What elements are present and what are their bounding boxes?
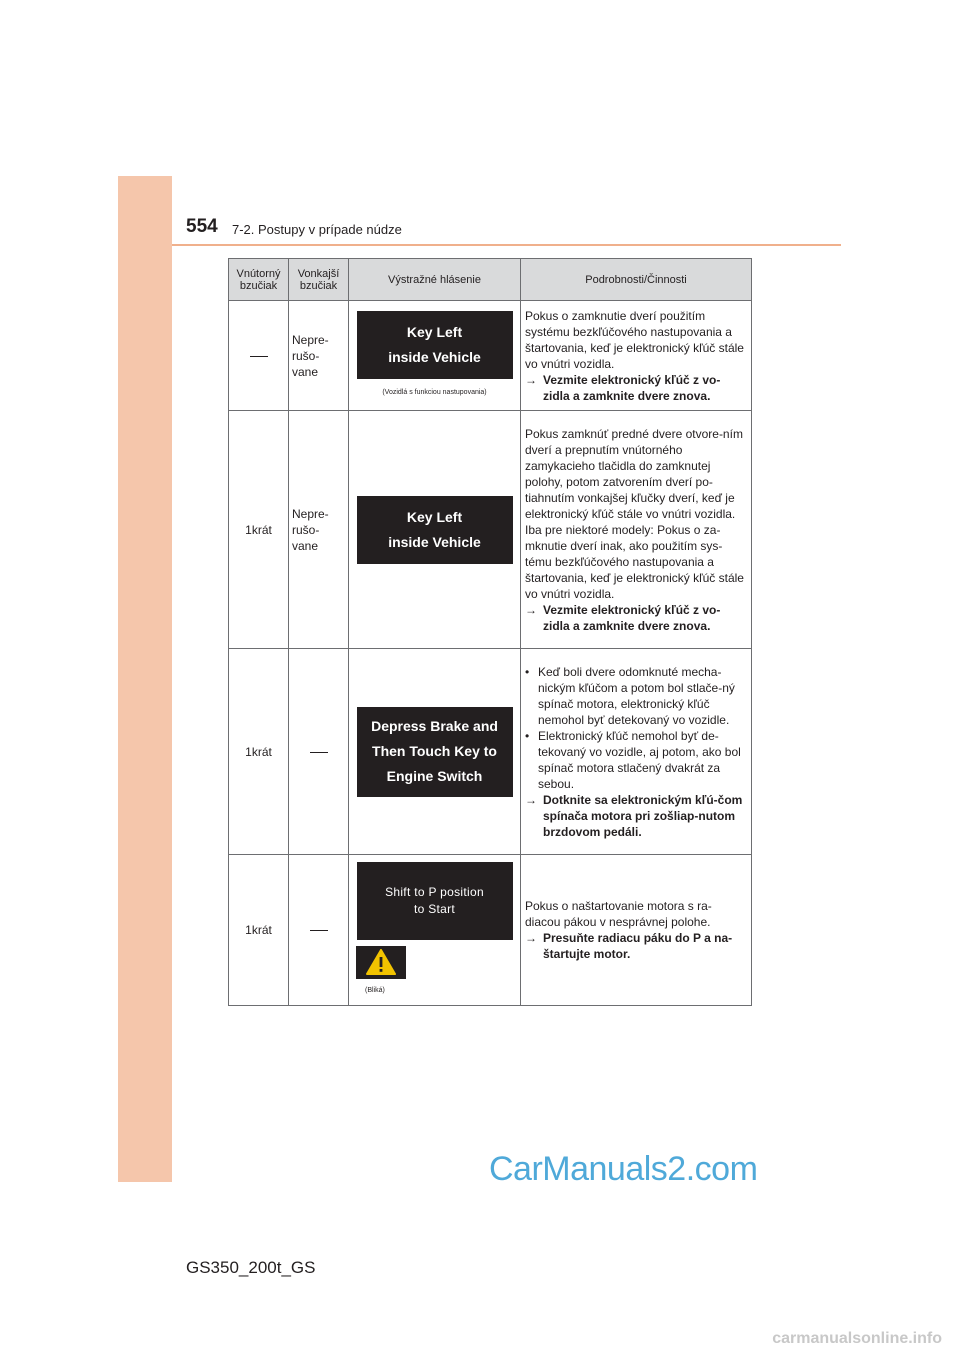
external-buzzer-cell — [289, 855, 349, 1006]
footer-model-code: GS350_200t_GS — [186, 1258, 316, 1277]
bullet-icon: • — [525, 728, 530, 743]
warning-indicator — [356, 946, 406, 979]
dash-icon — [310, 752, 328, 753]
site-watermark: carmanualsonline.info — [772, 1330, 942, 1347]
right-arrow-icon: → — [525, 372, 537, 387]
bullet-text: Elektronický kľúč nemohol byť de-tekovaný vo vozidle, aj potom, ako bol spínač motora stlačený dvakrát za sebou. — [538, 728, 741, 791]
bullet-item — [525, 728, 747, 792]
warning-triangle-icon — [366, 949, 396, 975]
table-row — [229, 855, 752, 1006]
warning-table — [228, 258, 752, 1006]
dash-icon — [250, 356, 268, 357]
action-text: Vezmite elektronický kľúč z vo-zidla a zamknite dvere znova. — [543, 602, 721, 633]
external-buzzer-value: Nepre- rušo- vane — [292, 332, 329, 379]
details-text: Pokus o zamknutie dverí použitím systému bezkľúčového nastupovania a štartovania, keď je elektronický kľúč stále vo vnútri vozidla. — [525, 308, 744, 371]
message-line: to Start — [413, 901, 456, 916]
message-display — [357, 496, 513, 564]
message-display — [357, 311, 513, 379]
dash-icon — [310, 930, 328, 931]
details-cell — [521, 411, 752, 649]
details-cell — [521, 649, 752, 855]
action-line — [525, 792, 747, 840]
action-text: Presuňte radiacu páku do P a na-štartujte motor. — [543, 931, 733, 961]
action-line — [525, 602, 747, 634]
internal-buzzer-cell — [229, 301, 289, 411]
message-line: Depress Brake and — [371, 718, 498, 734]
external-buzzer-cell — [289, 301, 349, 411]
col-header-details: Podrobnosti/Činnosti — [521, 259, 752, 301]
warning-message-cell — [349, 411, 521, 649]
action-text: Dotknite sa elektronickým kľú-čom spínača motora pri zošliap-nutom brzdovom pedáli. — [543, 792, 743, 839]
warning-message-cell — [349, 855, 521, 1006]
display-caption: (Vozidlá s funkciou nastupovania) — [382, 388, 487, 396]
details-text: Pokus zamknúť predné dvere otvore-ním dverí a prepnutím vnútorného zamykacieho tlačidla do zamknutej polohy, potom zatvorením dverí po-tiahnutím vonkajšej kľučky dverí, keď je elektronický kľúč stále vo vnútri vozidla. — [525, 426, 743, 521]
right-arrow-icon: → — [525, 792, 537, 807]
col-header-warning-message: Výstražné hlásenie — [349, 259, 521, 301]
internal-buzzer-cell: 1krát — [229, 411, 289, 649]
table-header-row — [229, 259, 752, 301]
col-header-internal-buzzer: Vnútorný bzučiak — [229, 259, 289, 301]
right-arrow-icon: → — [525, 602, 537, 617]
details-extra-text: Iba pre niektoré modely: Pokus o za-mknutie dverí inak, ako použitím sys-tému bezkľúčového nastupovania a štartovania, keď je elektronický kľúč stále vo vnútri vozidla. — [525, 522, 744, 601]
col-header-external-buzzer: Vonkajší bzučiak — [289, 259, 349, 301]
action-line — [525, 930, 747, 962]
bullet-item — [525, 664, 747, 728]
page-number: 554 — [186, 216, 218, 237]
internal-buzzer-cell: 1krát — [229, 649, 289, 855]
right-arrow-icon: → — [525, 931, 537, 945]
action-text: Vezmite elektronický kľúč z vo-zidla a zamknite dvere znova. — [543, 372, 721, 403]
bullet-icon: • — [525, 664, 530, 679]
table-row — [229, 411, 752, 649]
details-text: Pokus o naštartovanie motora s ra-diacou pákou v nesprávnej polohe. — [525, 899, 712, 929]
details-cell — [521, 301, 752, 411]
indicator-caption: (Bliká) — [365, 986, 385, 994]
warning-message-cell — [349, 649, 521, 855]
section-title: 7-2. Postupy v prípade núdze — [232, 222, 402, 237]
table-row — [229, 301, 752, 411]
header-divider — [172, 244, 841, 246]
message-display — [357, 862, 513, 940]
action-line — [525, 372, 747, 404]
watermark-logo: CarManuals2.com — [489, 1150, 758, 1188]
table-row — [229, 649, 752, 855]
message-line: Then Touch Key to — [372, 743, 497, 759]
message-line: Engine Switch — [386, 768, 483, 784]
warning-message-cell — [349, 301, 521, 411]
message-line: inside Vehicle — [388, 348, 481, 365]
message-display — [357, 707, 513, 797]
message-line: Key Left — [406, 323, 463, 340]
message-line: Shift to P position — [385, 884, 484, 899]
chapter-side-tab — [118, 176, 172, 1182]
external-buzzer-value: Nepre- rušo- vane — [292, 506, 329, 553]
bullet-text: Keď boli dvere odomknuté mecha-nickým kľúčom a potom bol stlače-ný spínač motora, elektronický kľúč nemohol byť detekovaný vo vozidle. — [538, 664, 735, 727]
internal-buzzer-cell: 1krát — [229, 855, 289, 1006]
details-cell — [521, 855, 752, 1006]
external-buzzer-cell — [289, 649, 349, 855]
external-buzzer-cell — [289, 411, 349, 649]
message-line: inside Vehicle — [388, 533, 481, 550]
message-line: Key Left — [406, 508, 463, 525]
